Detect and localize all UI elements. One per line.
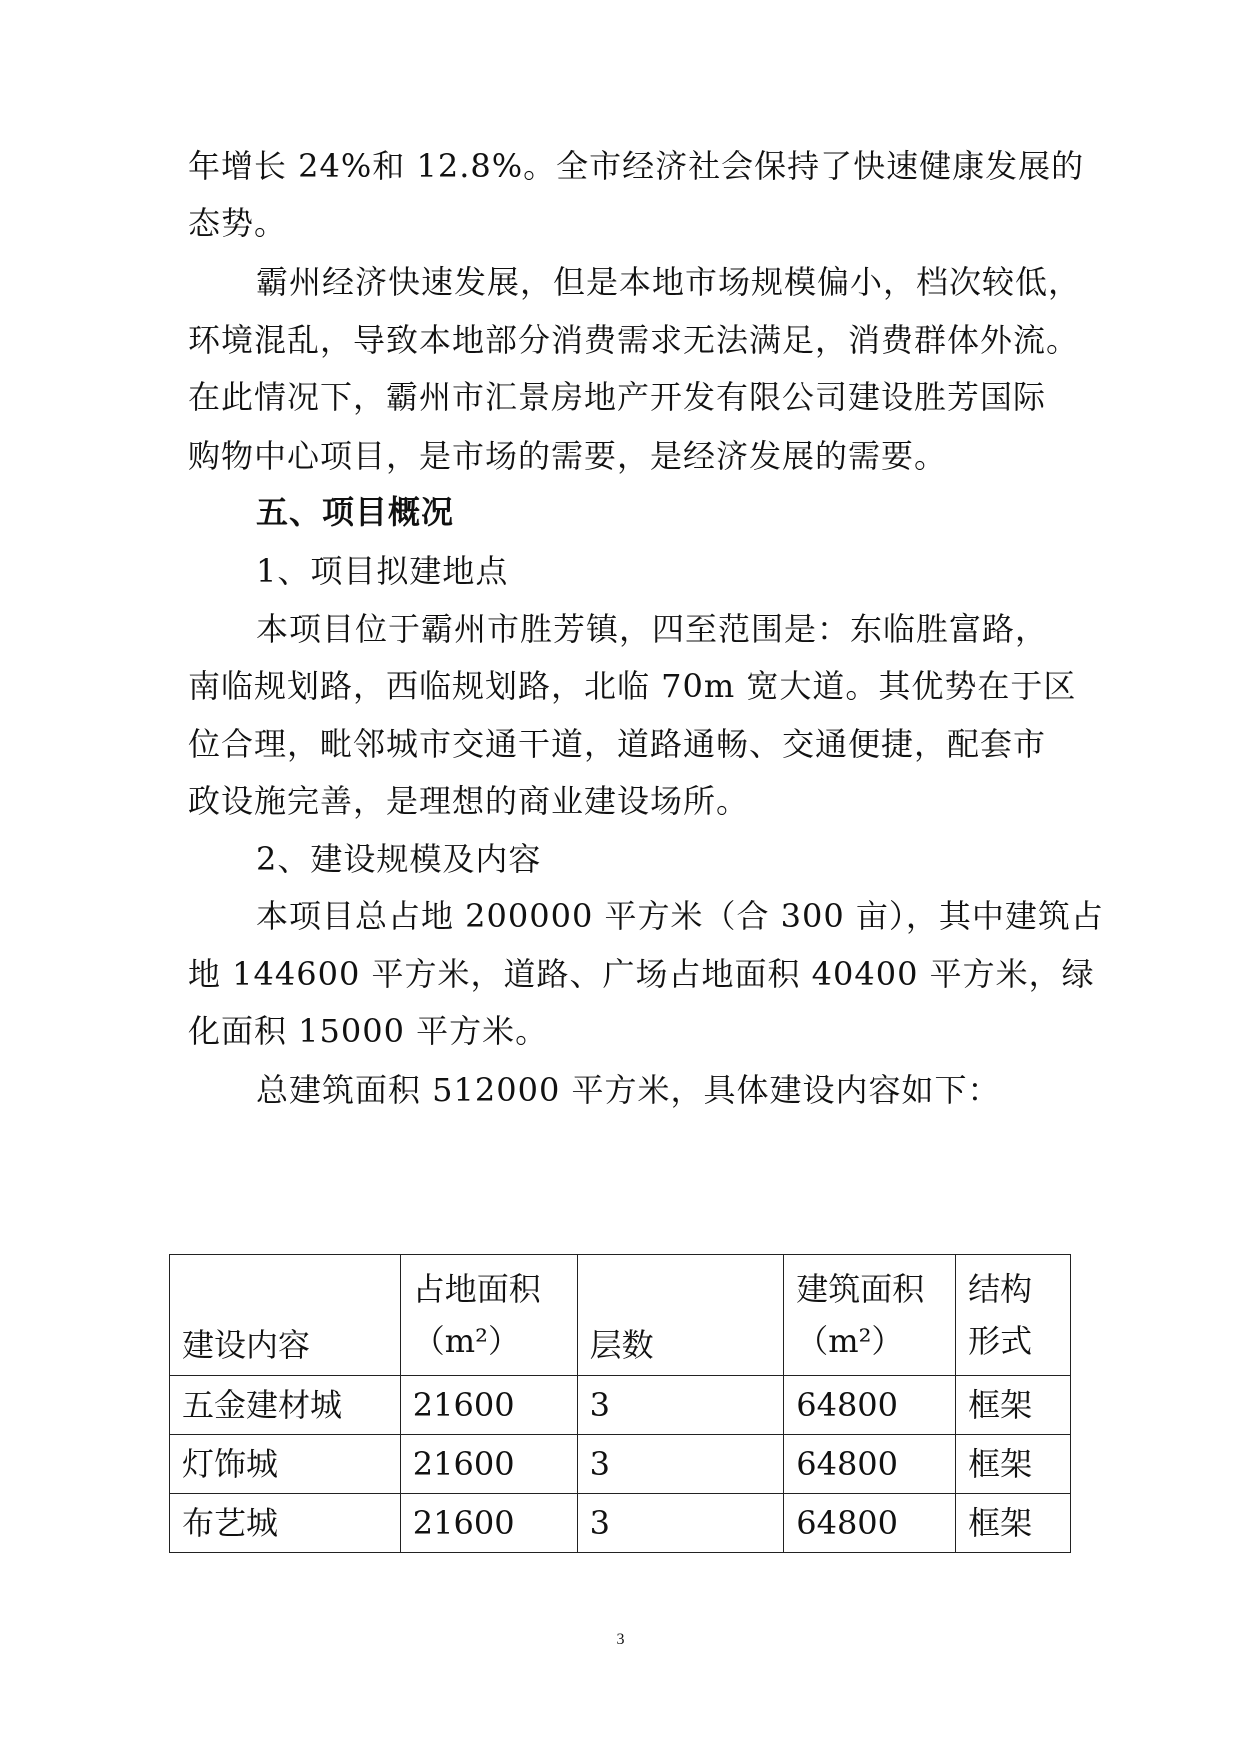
cell-floors: 3 [577,1494,784,1553]
table-header-row [170,1255,1071,1376]
body-text-line: 地 144600 平方米，道路、广场占地面积 40400 平方米，绿 [188,955,1095,993]
body-text-line: 本项目总占地 200000 平方米（合 300 亩），其中建筑占 [256,897,1104,935]
cell-floor-area: 64800 [784,1376,956,1435]
body-text-line: 政设施完善，是理想的商业建设场所。 [188,782,750,820]
body-text-line: 购物中心项目，是市场的需要，是经济发展的需要。 [188,437,948,475]
body-text-line: 环境混乱，导致本地部分消费需求无法满足，消费群体外流。 [188,321,1080,359]
cell-content: 五金建材城 [170,1376,401,1435]
cell-content: 布艺城 [170,1494,401,1553]
body-text-line: 总建筑面积 512000 平方米，具体建设内容如下： [256,1071,1001,1109]
cell-floors: 3 [577,1435,784,1494]
header-floors: 层数 [577,1255,784,1376]
construction-content-table [169,1254,1071,1553]
cell-land-area: 21600 [400,1435,577,1494]
header-structure: 结构 形式 [956,1255,1071,1376]
cell-land-area: 21600 [400,1494,577,1553]
header-floor-area: 建筑面积 （m²） [784,1255,956,1376]
body-text-line: 霸州经济快速发展，但是本地市场规模偏小，档次较低， [256,263,1082,301]
body-text-line: 位合理，毗邻城市交通干道，道路通畅、交通便捷，配套市 [188,725,1047,763]
body-text-line: 本项目位于霸州市胜芳镇，四至范围是：东临胜富路， [256,610,1049,648]
table-row [170,1376,1071,1435]
subsection-heading: 1、项目拟建地点 [256,552,509,590]
section-heading: 五、项目概况 [256,493,455,531]
table-row [170,1494,1071,1553]
subsection-heading: 2、建设规模及内容 [256,840,542,878]
page-number: 3 [616,1631,625,1648]
body-text-line: 南临规划路，西临规划路，北临 70m 宽大道。其优势在于区 [188,667,1077,705]
body-text-line: 态势。 [188,204,288,242]
body-text-line: 在此情况下，霸州市汇景房地产开发有限公司建设胜芳国际 [188,378,1047,416]
header-land-area: 占地面积 （m²） [400,1255,577,1376]
cell-structure: 框架 [956,1494,1071,1553]
cell-floor-area: 64800 [784,1435,956,1494]
header-content: 建设内容 [170,1255,401,1376]
cell-land-area: 21600 [400,1376,577,1435]
cell-floor-area: 64800 [784,1494,956,1553]
cell-structure: 框架 [956,1435,1071,1494]
cell-content: 灯饰城 [170,1435,401,1494]
table-row [170,1435,1071,1494]
body-text-line: 化面积 15000 平方米。 [188,1012,549,1050]
cell-floors: 3 [577,1376,784,1435]
body-text-line: 年增长 24%和 12.8%。全市经济社会保持了快速健康发展的 [188,147,1085,185]
cell-structure: 框架 [956,1376,1071,1435]
